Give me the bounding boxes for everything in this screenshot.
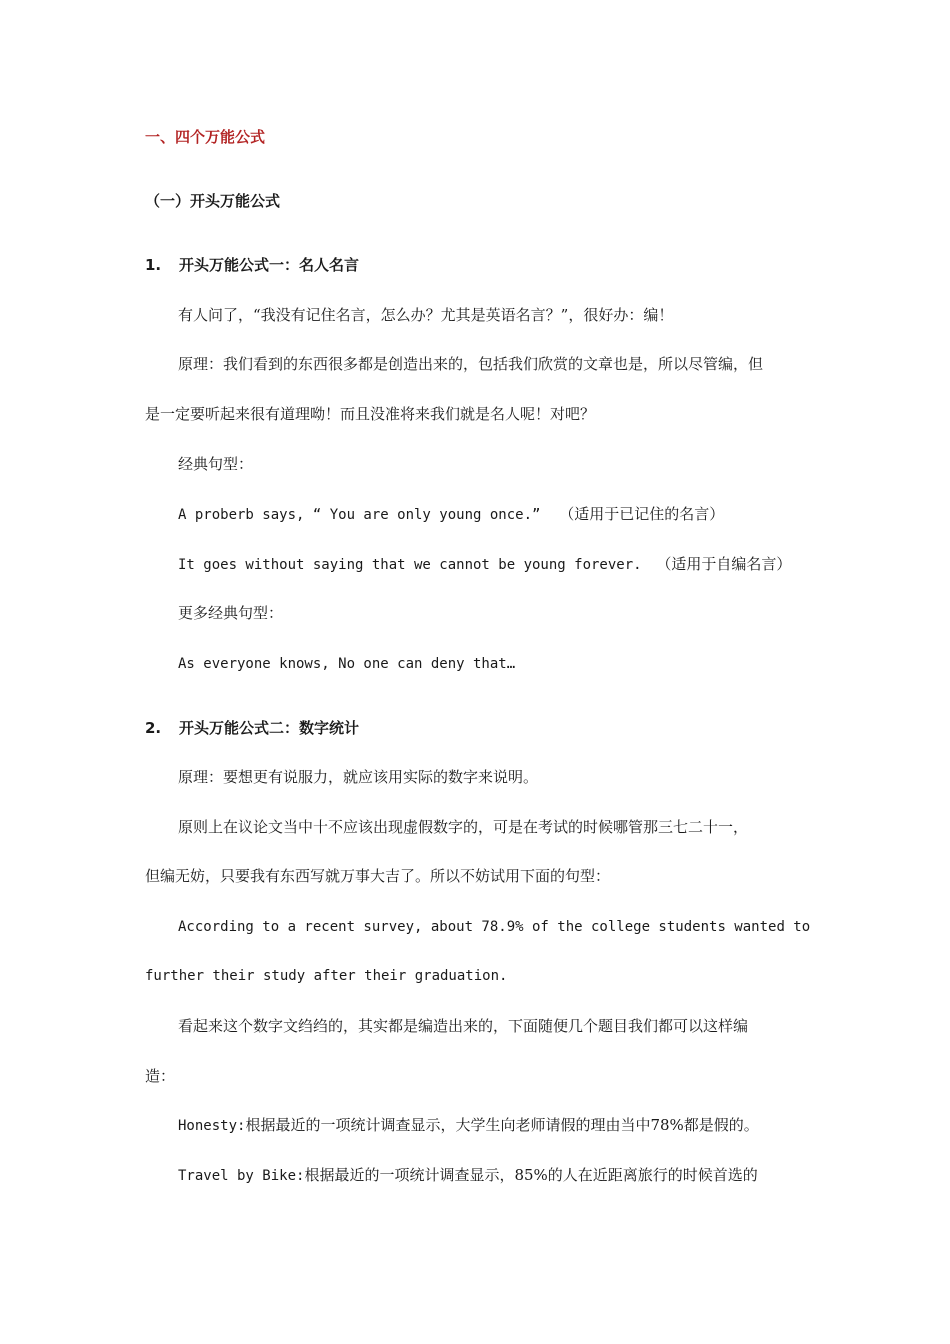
item1-example3: As everyone knows, No one can deny that… bbox=[178, 656, 516, 672]
item2-principle: 原理：要想更有说服力，就应该用实际的数字来说明。 bbox=[178, 768, 539, 786]
bike-label: Travel by Bike: bbox=[178, 1168, 305, 1184]
honesty-text: 根据最近的一项统计调查显示，大学生向老师请假的理由当中78%都是假的。 bbox=[245, 1116, 759, 1134]
example1-english: A proberb says, “ You are only young once.” bbox=[178, 507, 541, 523]
item2-paragraph-line1: 原则上在议论文当中十不应该出现虚假数字的，可是在考试的时候哪管那三七二十一， bbox=[178, 818, 749, 836]
item2-paragraph3-line1: 看起来这个数字文绉绉的，其实都是编造出来的，下面随便几个题目我们都可以这样编 bbox=[178, 1017, 749, 1035]
example2-english: It goes without saying that we cannot be young forever. bbox=[178, 557, 642, 573]
honesty-example bbox=[178, 1115, 759, 1136]
item1-classic-label: 经典句型： bbox=[178, 455, 254, 473]
item2-paragraph-line2: 但编无妨，只要我有东西写就万事大吉了。所以不妨试用下面的句型： bbox=[145, 867, 611, 885]
section-title: 一、四个万能公式 bbox=[145, 128, 266, 146]
item1-heading bbox=[145, 255, 359, 275]
item2-example-line1: According to a recent survey, about 78.9% of the college students wanted to bbox=[178, 919, 811, 935]
item1-principle-line1: 原理：我们看到的东西很多都是创造出来的，包括我们欣赏的文章也是，所以尽管编，但 bbox=[178, 355, 764, 373]
item2-paragraph3-line2: 造： bbox=[145, 1067, 176, 1085]
item2-title: 开头万能公式二：数字统计 bbox=[179, 719, 360, 737]
item1-example2 bbox=[178, 554, 791, 575]
item1-title: 开头万能公式一：名人名言 bbox=[179, 256, 360, 274]
subsection-title: （一）开头万能公式 bbox=[145, 192, 281, 210]
bike-example bbox=[178, 1165, 758, 1186]
item2-heading bbox=[145, 718, 359, 738]
item1-principle-line2: 是一定要听起来很有道理呦！而且没准将来我们就是名人呢！对吧？ bbox=[145, 405, 596, 423]
example1-note: （适用于已记住的名言） bbox=[559, 505, 725, 523]
item1-paragraph: 有人问了，“我没有记住名言，怎么办？尤其是英语名言？”，很好办：编！ bbox=[178, 306, 674, 324]
bike-text: 根据最近的一项统计调查显示，85%的人在近距离旅行的时候首选的 bbox=[304, 1166, 758, 1184]
item2-example-line2: further their study after their graduation. bbox=[145, 968, 508, 984]
honesty-label: Honesty: bbox=[178, 1118, 246, 1134]
example2-note: （适用于自编名言） bbox=[656, 555, 792, 573]
item1-number: 1. bbox=[145, 256, 162, 274]
item1-more-label: 更多经典句型： bbox=[178, 604, 284, 622]
item1-example1 bbox=[178, 504, 724, 525]
item2-number: 2. bbox=[145, 719, 162, 737]
